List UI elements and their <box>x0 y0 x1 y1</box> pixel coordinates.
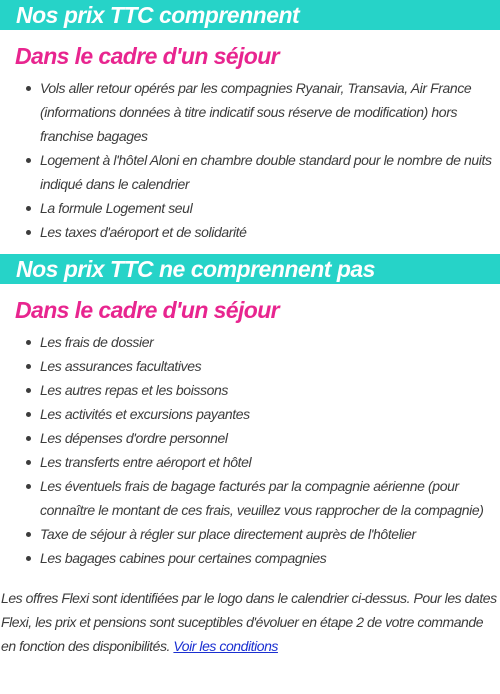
excluded-section-subheading: Dans le cadre d'un séjour <box>15 297 279 323</box>
list-item: Les bagages cabines pour certaines compagnies <box>40 546 500 570</box>
list-item: Les éventuels frais de bagage facturés par la compagnie aérienne (pour connaître le montant de ces frais, veuillez vous rapprocher de la compagnie) <box>40 474 500 522</box>
list-item: Taxe de séjour à régler sur place directement auprès de l'hôtelier <box>40 522 500 546</box>
excluded-list <box>0 330 500 570</box>
list-item: Les taxes d'aéroport et de solidarité <box>40 220 500 244</box>
list-item: Logement à l'hôtel Aloni en chambre double standard pour le nombre de nuits indiqué dans le calendrier <box>40 148 500 196</box>
list-item: Les frais de dossier <box>40 330 500 354</box>
list-item: La formule Logement seul <box>40 196 500 220</box>
list-item: Les transferts entre aéroport et hôtel <box>40 450 500 474</box>
flexi-offers-text: Les offres Flexi sont identifiées par le logo dans le calendrier ci-dessus. Pour les dates Flexi, les prix et pensions sont suceptibles d'évoluer en étape 2 de votre commande en fonction des disponibilités. <box>1 590 497 654</box>
conditions-link[interactable]: Voir les conditions <box>173 638 278 654</box>
list-item: Les assurances facultatives <box>40 354 500 378</box>
flexi-offers-note <box>0 586 500 658</box>
list-item: Les autres repas et les boissons <box>40 378 500 402</box>
included-section-subheading: Dans le cadre d'un séjour <box>15 43 279 69</box>
list-item: Vols aller retour opérés par les compagnies Ryanair, Transavia, Air France (informations données à titre indicatif sous réserve de modification) hors franchise bagages <box>40 76 500 148</box>
included-list <box>0 76 500 244</box>
list-item: Les dépenses d'ordre personnel <box>40 426 500 450</box>
list-item: Les activités et excursions payantes <box>40 402 500 426</box>
excluded-section-heading: Nos prix TTC ne comprennent pas <box>0 254 500 284</box>
included-section-heading: Nos prix TTC comprennent <box>0 0 500 30</box>
